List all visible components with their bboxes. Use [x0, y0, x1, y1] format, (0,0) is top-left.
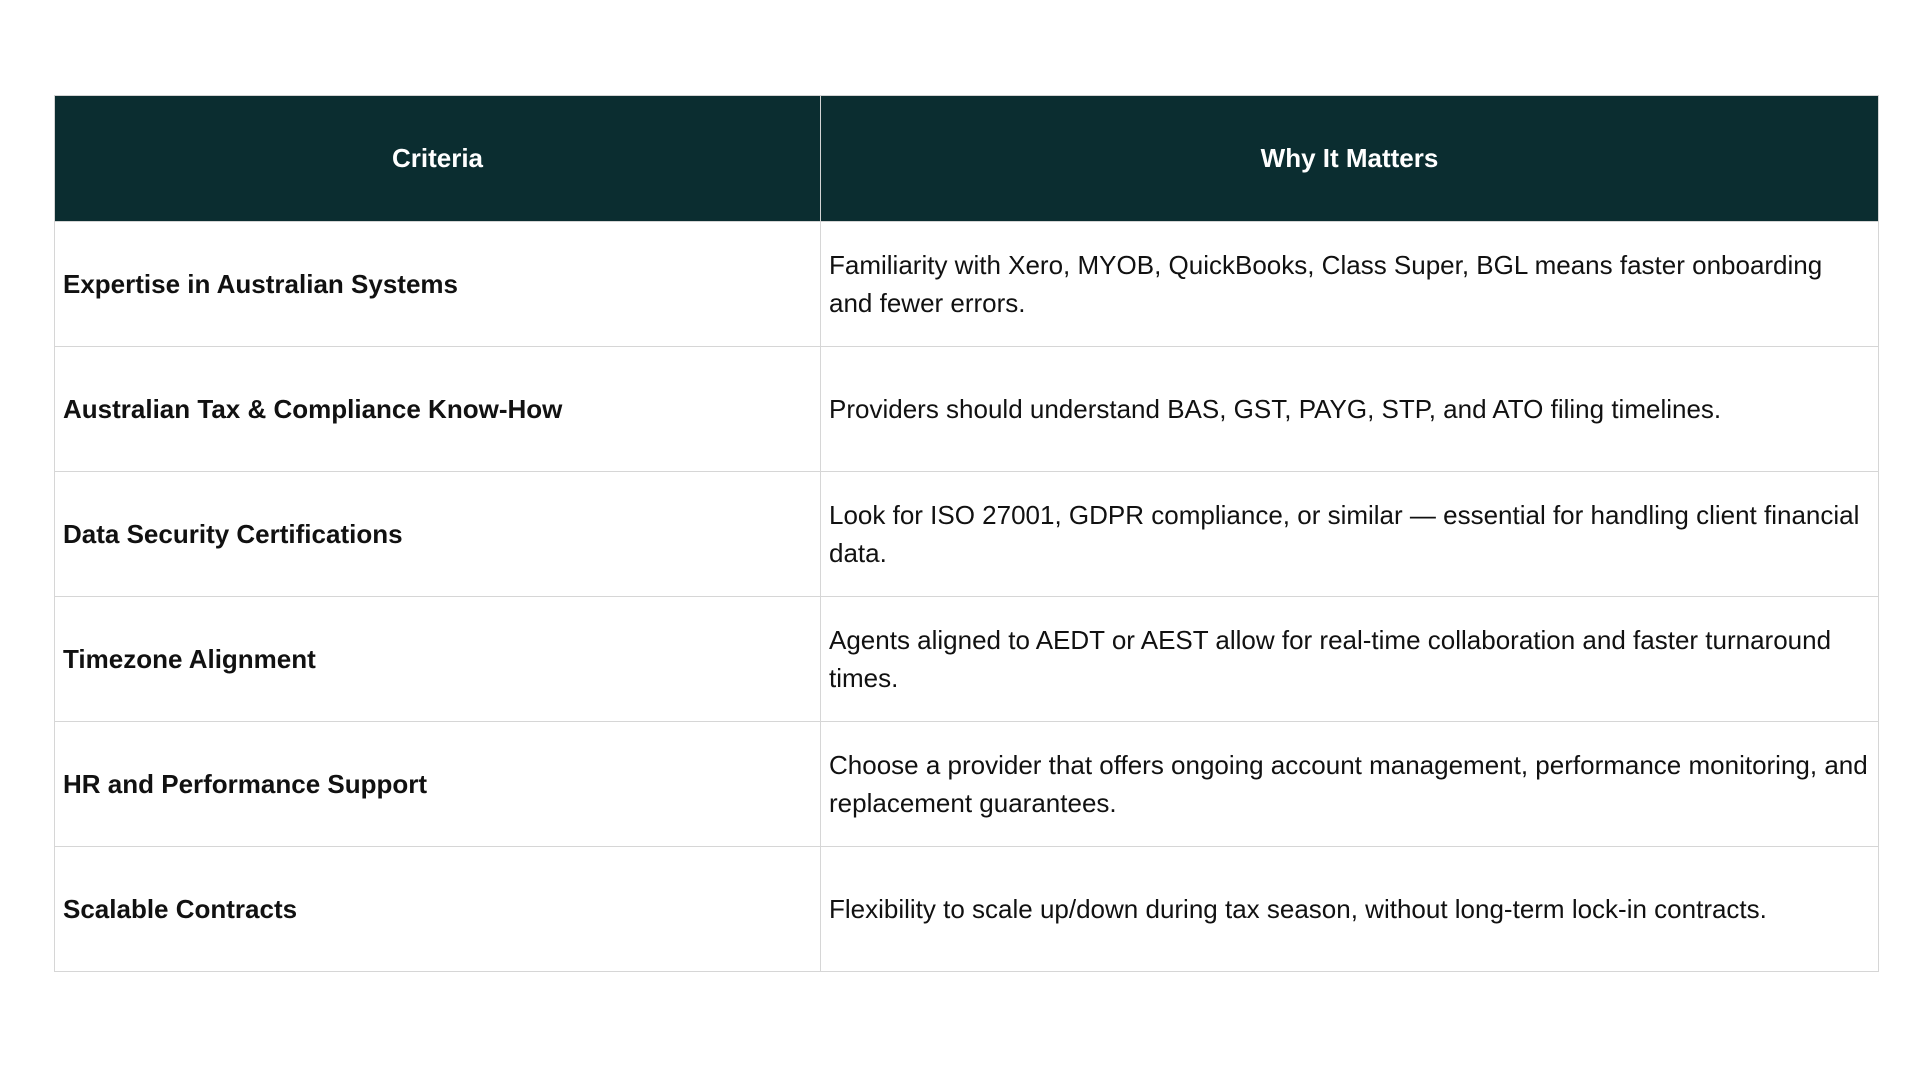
table-header	[55, 96, 1879, 222]
table-row	[55, 222, 1879, 347]
criteria-cell: HR and Performance Support	[55, 722, 821, 847]
criteria-cell: Australian Tax & Compliance Know-How	[55, 347, 821, 472]
why-cell: Choose a provider that offers ongoing account management, performance monitoring, and replacement guarantees.	[821, 722, 1879, 847]
header-criteria: Criteria	[55, 96, 821, 222]
criteria-table-container	[54, 95, 1878, 972]
table-row	[55, 347, 1879, 472]
why-cell: Flexibility to scale up/down during tax season, without long-term lock-in contracts.	[821, 847, 1879, 972]
why-cell: Look for ISO 27001, GDPR compliance, or similar — essential for handling client financial data.	[821, 472, 1879, 597]
header-row	[55, 96, 1879, 222]
criteria-cell: Data Security Certifications	[55, 472, 821, 597]
table-body	[55, 222, 1879, 972]
table-row	[55, 472, 1879, 597]
why-cell: Familiarity with Xero, MYOB, QuickBooks, Class Super, BGL means faster onboarding and fewer errors.	[821, 222, 1879, 347]
criteria-cell: Scalable Contracts	[55, 847, 821, 972]
criteria-table	[54, 95, 1879, 972]
table-row	[55, 722, 1879, 847]
why-cell: Providers should understand BAS, GST, PAYG, STP, and ATO filing timelines.	[821, 347, 1879, 472]
criteria-cell: Timezone Alignment	[55, 597, 821, 722]
table-row	[55, 597, 1879, 722]
table-row	[55, 847, 1879, 972]
criteria-cell: Expertise in Australian Systems	[55, 222, 821, 347]
why-cell: Agents aligned to AEDT or AEST allow for real-time collaboration and faster turnaround times.	[821, 597, 1879, 722]
header-why-it-matters: Why It Matters	[821, 96, 1879, 222]
